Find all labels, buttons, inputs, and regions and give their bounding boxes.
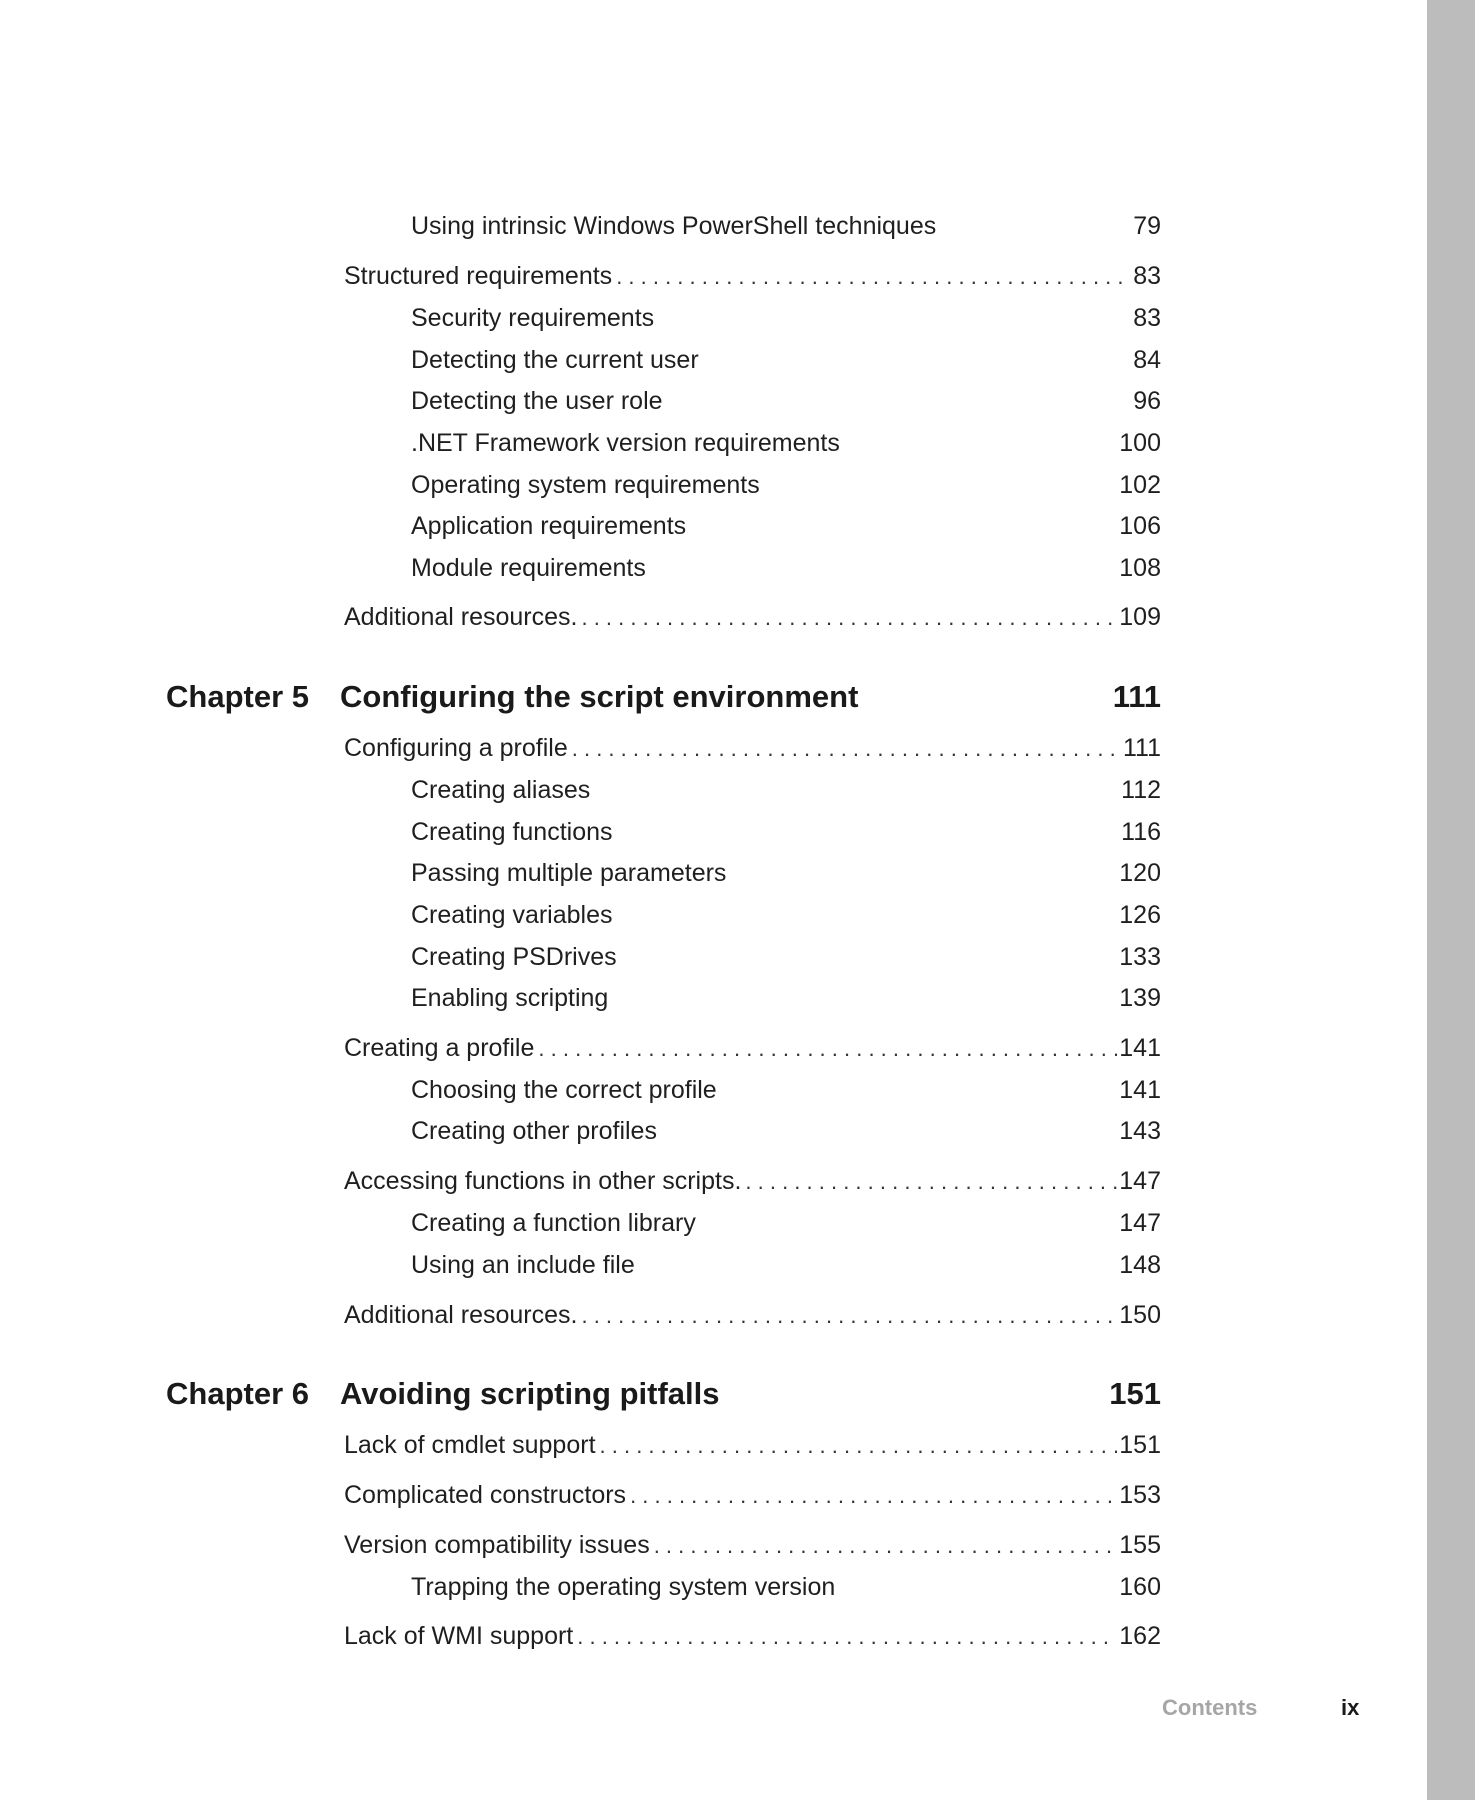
toc-section-label: Accessing functions in other scripts.: [344, 1167, 742, 1195]
toc-entry-label: Creating PSDrives: [411, 943, 617, 971]
toc-section-page: 162: [1119, 1622, 1161, 1650]
toc-entry-page: 160: [1119, 1573, 1161, 1601]
toc-entry-page: 112: [1121, 776, 1161, 804]
chapter-number: Chapter 6: [166, 1376, 309, 1411]
toc-section-label: Additional resources.: [344, 1301, 578, 1329]
dot-leader: [572, 734, 1121, 764]
toc-entry-label: Security requirements: [411, 304, 655, 332]
toc-entry[interactable]: [411, 983, 1161, 1013]
dot-leader: [538, 1034, 1117, 1064]
toc-entry-page: 84: [1133, 346, 1161, 374]
chapter-title: Avoiding scripting pitfalls: [340, 1376, 720, 1411]
toc-entry-page: 83: [1133, 304, 1161, 332]
toc-entry[interactable]: [411, 303, 1161, 333]
toc-entry-label: Creating variables: [411, 901, 613, 929]
toc-section[interactable]: [344, 1430, 1161, 1461]
toc-entry[interactable]: [411, 386, 1161, 416]
toc-entry[interactable]: [411, 1116, 1161, 1146]
toc-section-label: Creating a profile: [344, 1034, 535, 1062]
toc-section-page: 155: [1119, 1531, 1161, 1559]
toc-section[interactable]: [344, 1300, 1161, 1331]
chapter-number: Chapter 5: [166, 679, 309, 714]
toc-section-page: 153: [1119, 1481, 1161, 1509]
toc-section[interactable]: [344, 1480, 1161, 1511]
toc-section[interactable]: [344, 1621, 1161, 1652]
toc-entry[interactable]: [411, 1572, 1161, 1602]
toc-entry[interactable]: [411, 345, 1161, 375]
toc-section[interactable]: [344, 261, 1161, 292]
toc-entry-page: 139: [1119, 984, 1161, 1012]
dot-leader: [630, 1481, 1117, 1511]
toc-entry-label: .NET Framework version requirements: [411, 429, 840, 457]
toc-section-page: 150: [1119, 1301, 1161, 1329]
page-edge-bar: [1427, 0, 1475, 1800]
toc-section-label: Lack of cmdlet support: [344, 1431, 596, 1459]
toc-entry-page: 143: [1119, 1117, 1161, 1145]
dot-leader: [654, 1531, 1118, 1561]
toc-entry-page: 133: [1119, 943, 1161, 971]
toc-entry-page: 106: [1119, 512, 1161, 540]
toc-entry-page: 148: [1119, 1251, 1161, 1279]
toc-entry[interactable]: [411, 511, 1161, 541]
toc-section[interactable]: [344, 733, 1161, 764]
toc-entry[interactable]: [411, 1250, 1161, 1280]
dot-leader: [581, 603, 1117, 633]
toc-entry[interactable]: [411, 428, 1161, 458]
toc-section[interactable]: [344, 1530, 1161, 1561]
toc-entry[interactable]: [411, 775, 1161, 805]
toc-section-page: 151: [1119, 1431, 1161, 1459]
toc-entry[interactable]: [411, 858, 1161, 888]
toc-entry[interactable]: [411, 211, 1161, 241]
toc-section-page: 147: [1119, 1167, 1161, 1195]
toc-entry-label: Creating functions: [411, 818, 613, 846]
toc-entry[interactable]: [411, 817, 1161, 847]
toc-entry-label: Detecting the user role: [411, 387, 663, 415]
toc-entry-page: 141: [1119, 1076, 1161, 1104]
toc-entry-page: 79: [1133, 212, 1161, 240]
dot-leader: [577, 1622, 1117, 1652]
toc-section-page: 141: [1119, 1034, 1161, 1062]
running-footer-section: Contents: [1162, 1695, 1258, 1720]
toc-entry-label: Creating aliases: [411, 776, 591, 804]
chapter-title: Configuring the script environment: [340, 679, 859, 714]
chapter-page: 151: [1109, 1376, 1161, 1411]
folio-page-number: ix: [1341, 1695, 1360, 1720]
toc-entry-page: 96: [1133, 387, 1161, 415]
chapter-heading[interactable]: [166, 1376, 1161, 1412]
toc-section-label: Additional resources.: [344, 603, 578, 631]
toc-section-label: Lack of WMI support: [344, 1622, 574, 1650]
toc-entry-label: Using an include file: [411, 1251, 635, 1279]
toc-entry-page: 100: [1119, 429, 1161, 457]
dot-leader: [600, 1431, 1118, 1461]
toc-entry[interactable]: [411, 1208, 1161, 1238]
toc-section[interactable]: [344, 602, 1161, 633]
toc-entry-page: 126: [1119, 901, 1161, 929]
toc-section[interactable]: [344, 1166, 1161, 1197]
toc-entry-label: Using intrinsic Windows PowerShell techniques: [411, 212, 937, 240]
dot-leader: [581, 1301, 1117, 1331]
toc-entry[interactable]: [411, 553, 1161, 583]
toc-entry-label: Creating a function library: [411, 1209, 696, 1237]
toc-section-page: 83: [1133, 262, 1161, 290]
toc-entry-page: 108: [1119, 554, 1161, 582]
toc-entry-page: 102: [1119, 471, 1161, 499]
toc-entry[interactable]: [411, 470, 1161, 500]
toc-entry[interactable]: [411, 900, 1161, 930]
toc-entry-label: Creating other profiles: [411, 1117, 657, 1145]
toc-entry[interactable]: [411, 942, 1161, 972]
toc-entry-page: 147: [1119, 1209, 1161, 1237]
toc-section-page: 111: [1122, 734, 1161, 762]
toc-entry[interactable]: [411, 1075, 1161, 1105]
toc-entry-label: Choosing the correct profile: [411, 1076, 717, 1104]
toc-entry-label: Trapping the operating system version: [411, 1573, 836, 1601]
chapter-page: 111: [1112, 679, 1161, 714]
dot-leader: [616, 262, 1131, 292]
chapter-heading[interactable]: [166, 679, 1161, 715]
toc-section-label: Complicated constructors: [344, 1481, 627, 1509]
toc-entry-page: 120: [1119, 859, 1161, 887]
toc-entry-label: Detecting the current user: [411, 346, 699, 374]
toc-entry-label: Passing multiple parameters: [411, 859, 727, 887]
toc-section-label: Structured requirements: [344, 262, 613, 290]
toc-section-label: Configuring a profile: [344, 734, 568, 762]
toc-entry-label: Operating system requirements: [411, 471, 760, 499]
toc-section-page: 109: [1119, 603, 1161, 631]
dot-leader: [745, 1167, 1117, 1197]
toc-section-label: Version compatibility issues: [344, 1531, 650, 1559]
toc-entry-label: Application requirements: [411, 512, 687, 540]
toc-entry-page: 116: [1121, 818, 1161, 846]
toc-section[interactable]: [344, 1033, 1161, 1064]
toc-entry-label: Enabling scripting: [411, 984, 609, 1012]
toc-entry-label: Module requirements: [411, 554, 646, 582]
